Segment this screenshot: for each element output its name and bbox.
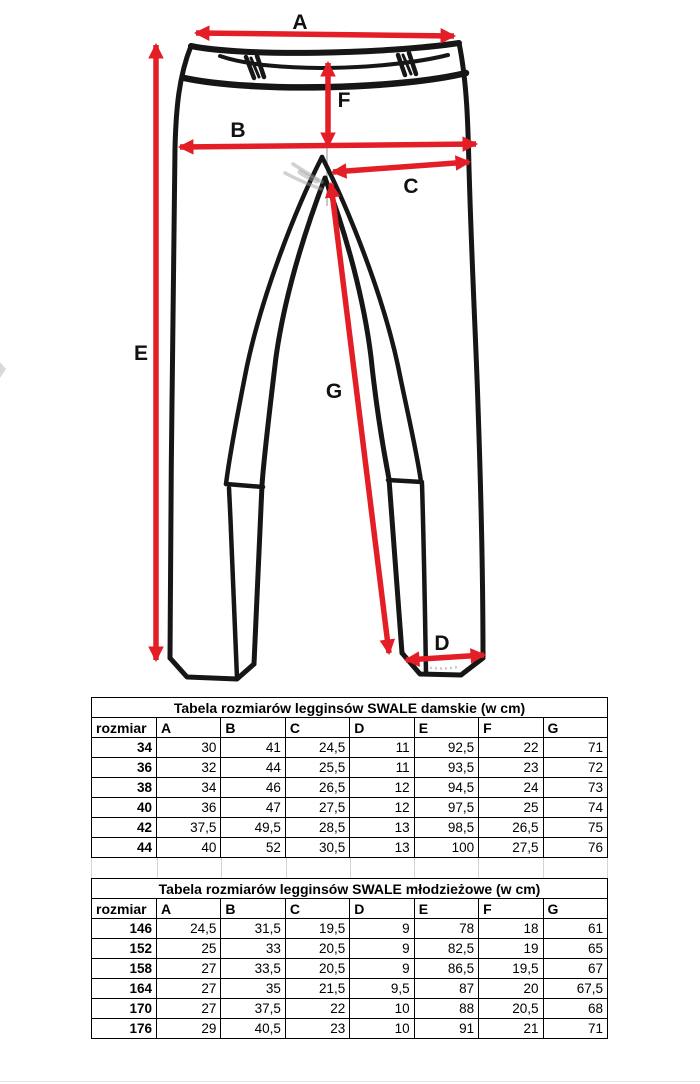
right-knee-line (388, 480, 422, 482)
size-row (92, 818, 608, 838)
value-cell: 23 (479, 758, 543, 778)
value-cell: 20,5 (285, 959, 349, 979)
value-cell: 22 (479, 738, 543, 758)
size-row (92, 979, 608, 999)
value-cell: 46 (221, 778, 285, 798)
value-cell: 71 (543, 738, 607, 758)
value-cell: 19,5 (479, 959, 543, 979)
value-cell: 26,5 (479, 818, 543, 838)
value-cell: 91 (414, 1019, 478, 1039)
value-cell: 33,5 (221, 959, 285, 979)
size-row (92, 1019, 608, 1039)
value-cell: 98,5 (414, 818, 478, 838)
column-header-row (92, 899, 608, 919)
right-outer-edge (459, 43, 483, 658)
value-cell: 10 (350, 1019, 414, 1039)
waistband-bottom (184, 73, 466, 87)
value-cell: 68 (543, 999, 607, 1019)
row-header-cell: rozmiar (92, 718, 157, 738)
value-cell: 9,5 (350, 979, 414, 999)
value-cell: 9 (350, 919, 414, 939)
column-header-cell: B (221, 718, 285, 738)
value-cell: 27 (157, 959, 221, 979)
column-header-cell: C (285, 899, 349, 919)
value-cell: 20 (479, 979, 543, 999)
value-cell: 27 (157, 999, 221, 1019)
arrow-D (406, 655, 484, 660)
value-cell: 25 (479, 798, 543, 818)
value-cell: 24,5 (285, 738, 349, 758)
measurement-labels (134, 11, 450, 655)
column-header-cell: C (285, 718, 349, 738)
value-cell: 74 (543, 798, 607, 818)
label-f: F (337, 89, 351, 112)
value-cell: 23 (285, 1019, 349, 1039)
column-header-cell: E (414, 718, 478, 738)
value-cell: 26,5 (285, 778, 349, 798)
value-cell: 87 (414, 979, 478, 999)
value-cell: 67,5 (543, 979, 607, 999)
table-title: Tabela rozmiarów legginsów SWALE młodzieżowe (w cm) (92, 879, 608, 899)
waist-top-edge (191, 43, 459, 53)
column-header-cell: B (221, 899, 285, 919)
left-patch-seam (226, 157, 322, 484)
left-hem (170, 658, 254, 679)
value-cell: 20,5 (285, 939, 349, 959)
value-cell: 71 (543, 1019, 607, 1039)
value-cell: 35 (221, 979, 285, 999)
image-bottom-edge (0, 1081, 700, 1082)
paper-artifacts (0, 72, 457, 669)
value-cell: 82,5 (414, 939, 478, 959)
left-inner-edge (254, 178, 325, 664)
size-cell: 42 (92, 818, 157, 838)
size-row (92, 919, 608, 939)
value-cell: 97,5 (414, 798, 478, 818)
value-cell: 40 (157, 838, 221, 858)
left-knee-line (226, 484, 263, 487)
label-b: B (230, 119, 246, 142)
measurement-arrows (156, 33, 484, 660)
grid-gap-row (91, 858, 608, 878)
value-cell: 33 (221, 939, 285, 959)
value-cell: 13 (350, 818, 414, 838)
arrow-C (333, 162, 469, 172)
value-cell: 24 (479, 778, 543, 798)
value-cell: 92,5 (414, 738, 478, 758)
value-cell: 88 (414, 999, 478, 1019)
size-row (92, 999, 608, 1019)
size-cell: 44 (92, 838, 157, 858)
size-cell: 158 (92, 959, 157, 979)
value-cell: 20,5 (479, 999, 543, 1019)
value-cell: 27,5 (479, 838, 543, 858)
size-row (92, 798, 608, 818)
value-cell: 34 (157, 778, 221, 798)
value-cell: 75 (543, 818, 607, 838)
label-d: D (434, 632, 450, 655)
column-header-cell: G (543, 718, 607, 738)
size-row (92, 758, 608, 778)
value-cell: 72 (543, 758, 607, 778)
value-cell: 37,5 (221, 999, 285, 1019)
table-title-row (92, 879, 608, 899)
value-cell: 18 (479, 919, 543, 939)
value-cell: 19 (479, 939, 543, 959)
value-cell: 78 (414, 919, 478, 939)
value-cell: 12 (350, 778, 414, 798)
value-cell: 52 (221, 838, 285, 858)
size-cell: 170 (92, 999, 157, 1019)
size-cell: 34 (92, 738, 157, 758)
value-cell: 12 (350, 798, 414, 818)
value-cell: 11 (350, 738, 414, 758)
value-cell: 27,5 (285, 798, 349, 818)
left-outer-edge (170, 46, 191, 658)
size-cell: 36 (92, 758, 157, 778)
column-header-row (92, 718, 608, 738)
value-cell: 21 (479, 1019, 543, 1039)
value-cell: 36 (157, 798, 221, 818)
column-header-cell: F (479, 718, 543, 738)
column-header-cell: A (157, 718, 221, 738)
size-cell: 176 (92, 1019, 157, 1039)
size-table-damskie (91, 697, 608, 858)
value-cell: 25,5 (285, 758, 349, 778)
value-cell: 11 (350, 758, 414, 778)
size-cell: 146 (92, 919, 157, 939)
value-cell: 19,5 (285, 919, 349, 939)
value-cell: 61 (543, 919, 607, 939)
size-row (92, 959, 608, 979)
column-header-cell: F (479, 899, 543, 919)
value-cell: 47 (221, 798, 285, 818)
value-cell: 25 (157, 939, 221, 959)
value-cell: 93,5 (414, 758, 478, 778)
value-cell: 73 (543, 778, 607, 798)
column-header-cell: D (350, 899, 414, 919)
size-row (92, 738, 608, 758)
value-cell: 86,5 (414, 959, 478, 979)
value-cell: 44 (221, 758, 285, 778)
value-cell: 9 (350, 959, 414, 979)
size-cell: 40 (92, 798, 157, 818)
value-cell: 49,5 (221, 818, 285, 838)
size-cell: 152 (92, 939, 157, 959)
value-cell: 31,5 (221, 919, 285, 939)
value-cell: 37,5 (157, 818, 221, 838)
row-header-cell: rozmiar (92, 899, 157, 919)
value-cell: 94,5 (414, 778, 478, 798)
value-cell: 40,5 (221, 1019, 285, 1039)
size-row (92, 778, 608, 798)
size-table-mlodziezowe (91, 878, 608, 1039)
arrow-A (196, 33, 454, 36)
value-cell: 22 (285, 999, 349, 1019)
value-cell: 29 (157, 1019, 221, 1039)
value-cell: 32 (157, 758, 221, 778)
value-cell: 24,5 (157, 919, 221, 939)
column-header-cell: A (157, 899, 221, 919)
column-header-cell: E (414, 899, 478, 919)
value-cell: 76 (543, 838, 607, 858)
value-cell: 30,5 (285, 838, 349, 858)
label-a: A (292, 11, 308, 34)
table-title: Tabela rozmiarów legginsów SWALE damskie (w cm) (92, 698, 608, 718)
value-cell: 30 (157, 738, 221, 758)
size-cell: 164 (92, 979, 157, 999)
size-row (92, 939, 608, 959)
right-lower-seam (422, 484, 426, 673)
value-cell: 65 (543, 939, 607, 959)
label-g: G (325, 380, 343, 403)
table-title-row (92, 698, 608, 718)
arrow-B (180, 144, 476, 147)
value-cell: 27 (157, 979, 221, 999)
label-c: C (403, 175, 419, 198)
value-cell: 67 (543, 959, 607, 979)
value-cell: 28,5 (285, 818, 349, 838)
value-cell: 21,5 (285, 979, 349, 999)
size-row (92, 838, 608, 858)
label-e: E (133, 342, 149, 365)
value-cell: 9 (350, 939, 414, 959)
left-lower-seam (229, 488, 237, 678)
size-cell: 38 (92, 778, 157, 798)
column-header-cell: G (543, 899, 607, 919)
value-cell: 100 (414, 838, 478, 858)
value-cell: 13 (350, 838, 414, 858)
value-cell: 41 (221, 738, 285, 758)
column-header-cell: D (350, 718, 414, 738)
value-cell: 10 (350, 999, 414, 1019)
